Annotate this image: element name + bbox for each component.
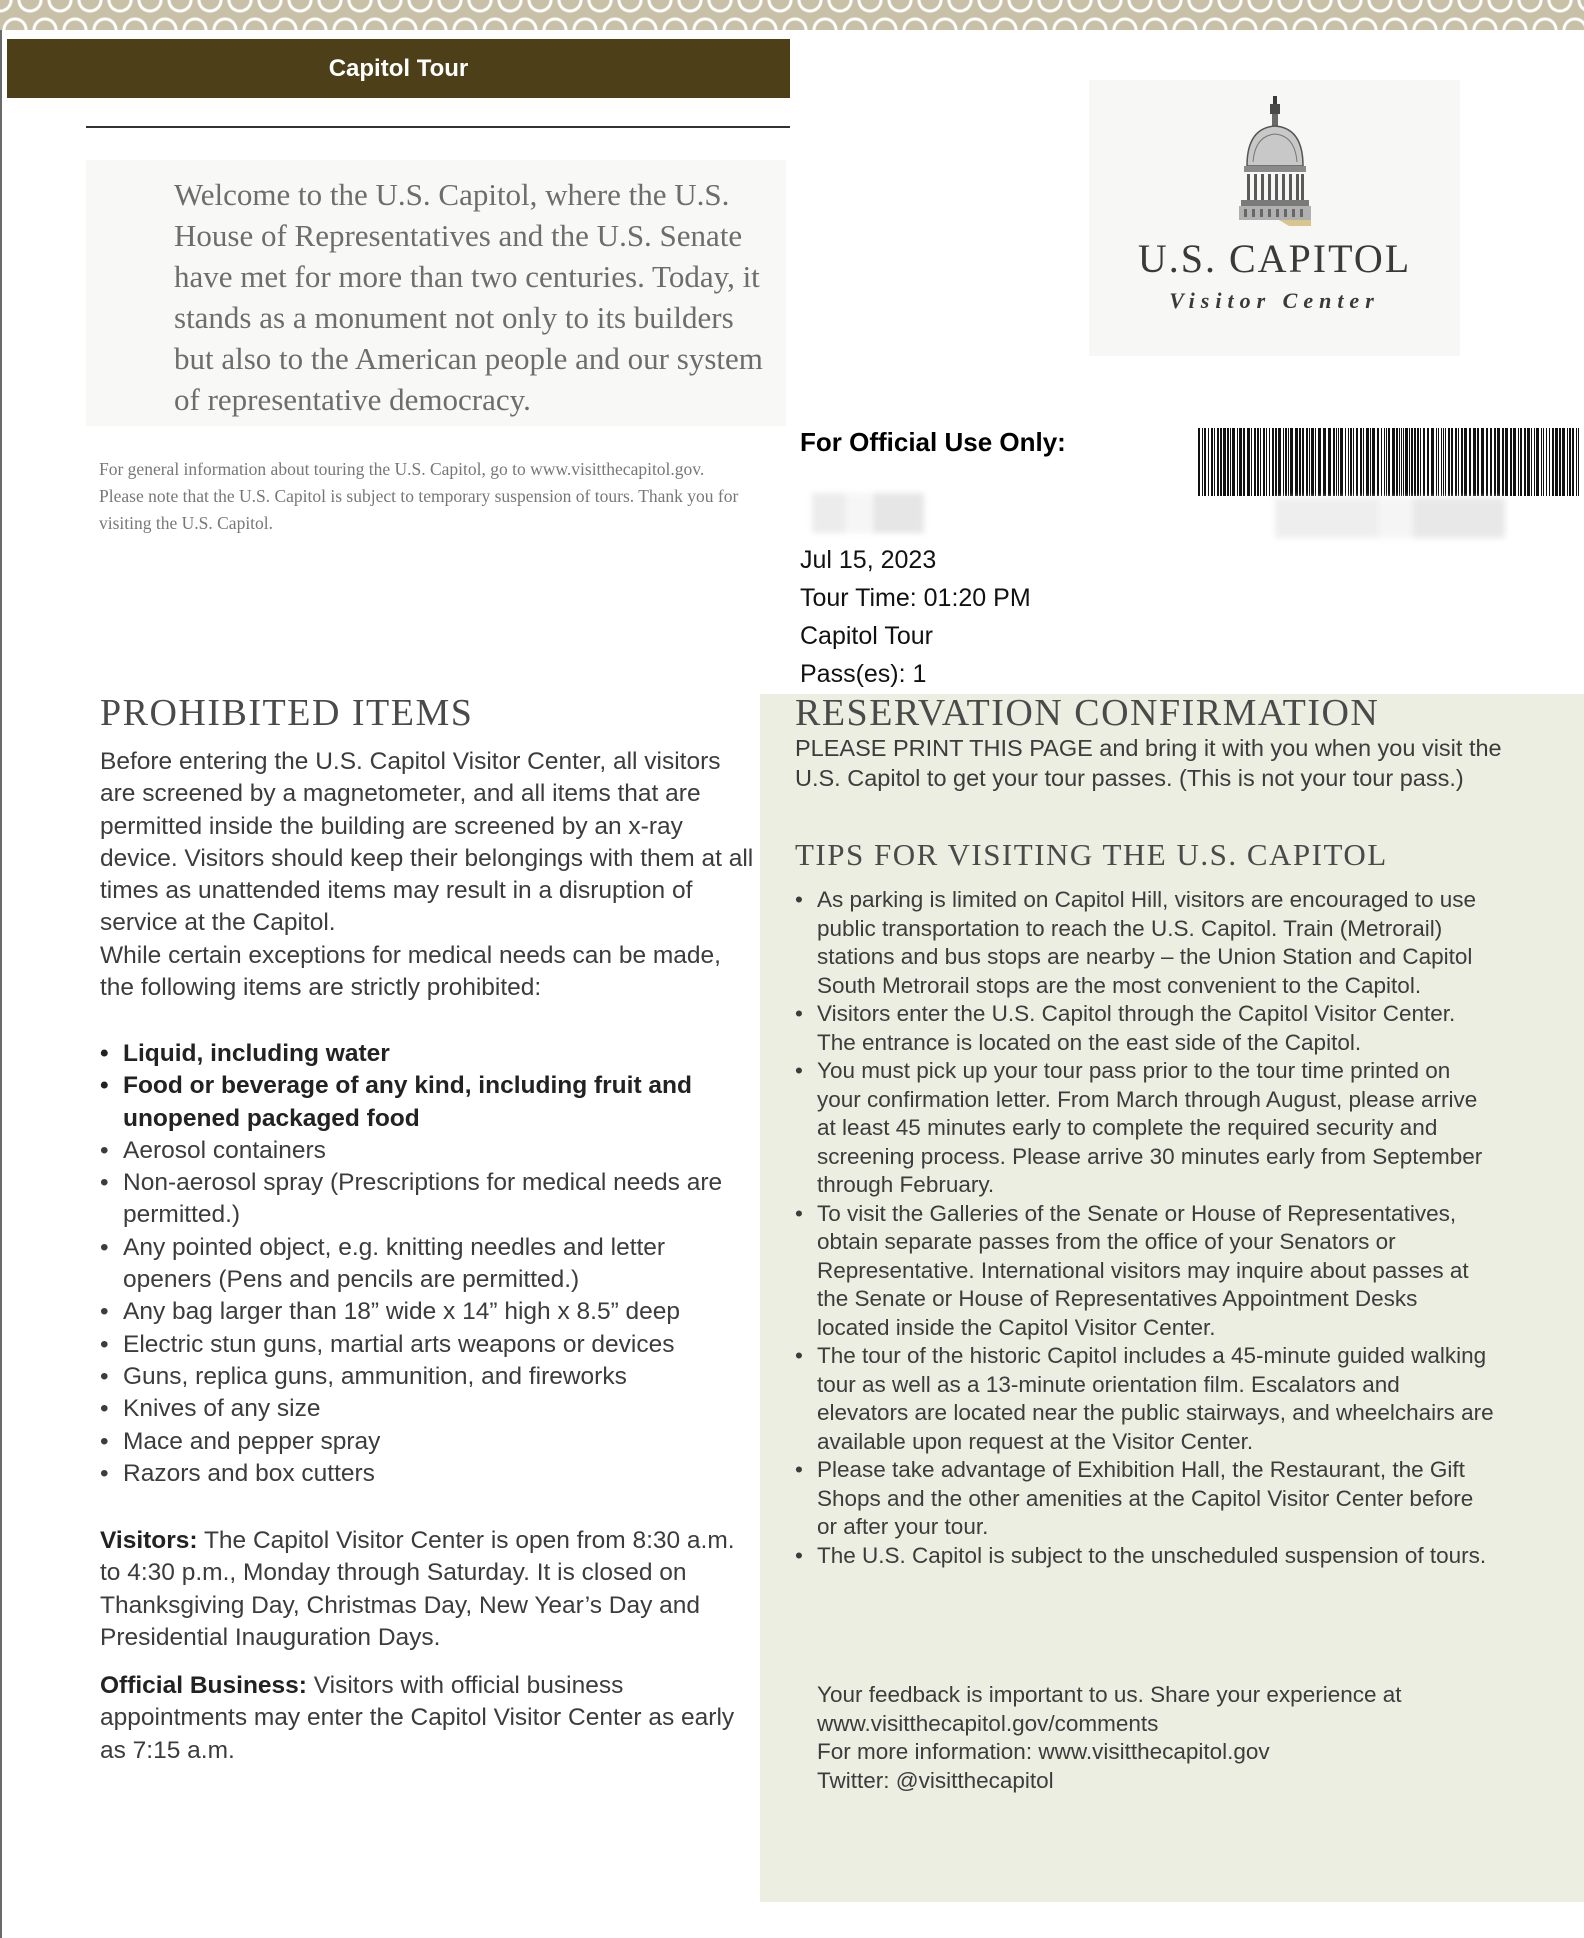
barcode-bar [1520,428,1522,496]
barcode-bar [1541,428,1542,496]
barcode-bar [1290,428,1293,496]
prohibited-intro-2: While certain exceptions for medical needs can be made, the following items are strictly prohibited: [100,941,721,1002]
list-item: • Please take advantage of Exhibition Hall, the Restaurant, the Gift Shops and the other amenities at the Capitol Visitor Center before or after your tour. [795,1456,1495,1542]
barcode-bar [1309,428,1310,496]
barcode-bar [1445,428,1446,496]
barcode-bar [1272,428,1274,496]
barcode-bar [1572,428,1574,496]
barcode-bar [1513,428,1516,496]
barcode-bar [1243,428,1245,496]
tour-time: Tour Time: 01:20 PM [800,584,1031,612]
barcode-bar [1531,428,1532,496]
barcode-bar [1257,428,1259,496]
barcode-bar [1372,428,1375,496]
barcode-bar [1524,428,1526,496]
barcode-bar [1208,428,1209,496]
barcode-bar [1405,428,1408,496]
list-item: • Electric stun guns, martial arts weapons or devices [100,1329,760,1361]
barcode-bar [1448,428,1450,496]
barcode-bar [1481,428,1484,496]
barcode-bar [1348,428,1349,496]
barcode-bar [1333,428,1335,496]
barcode-bar [1559,428,1561,496]
barcode-bar [1302,428,1304,496]
barcode-bar [1198,428,1200,496]
tips-heading: TIPS FOR VISITING THE U.S. CAPITOL [795,837,1388,872]
barcode-bar [1473,428,1476,496]
barcode-bar [1356,428,1358,496]
barcode-bar [1295,428,1298,496]
barcode-bar [1328,428,1331,496]
barcode-bar [1562,428,1565,496]
barcode-bar [1527,428,1530,496]
barcode-bar [1278,428,1281,496]
business-label: Official Business: [100,1672,307,1699]
barcode-bar [1436,428,1437,496]
barcode-bar [1306,428,1308,496]
barcode-bar [1285,428,1287,496]
barcode-bar [1336,428,1337,496]
barcode-bar [1543,428,1544,496]
prohibited-intro [100,746,760,1004]
barcode-bar [1576,428,1577,496]
general-info-text: For general information about touring the U.S. Capitol, go to www.visitthecapitol.gov. Please note that the U.S. Capitol is subject to temporary suspension of tours. Thank you for visiting the U.S. Capitol. [99,459,739,533]
barcode-bar [1431,428,1434,496]
barcode-bar [1217,428,1219,496]
pass-count: Pass(es): 1 [800,660,927,688]
barcode-bar [1220,428,1222,496]
barcode-bar [1502,428,1504,496]
list-item: • Any bag larger than 18” wide x 14” high x 8.5” deep [100,1296,760,1328]
barcode-bar [1461,428,1463,496]
barcode-bar [1350,428,1352,496]
barcode-bar [1486,428,1488,496]
barcode-bar [1384,428,1385,496]
list-item: • The tour of the historic Capitol includes a 45-minute guided walking tour as well as a 13-minute orientation film. Escalators and elevators are located near the public stairways, and wheelchairs are available upon request at the Visitor Center. [795,1342,1495,1456]
prohibited-list [100,1038,760,1490]
visitors-label: Visitors: [100,1527,198,1554]
barcode-bar [1363,428,1364,496]
logo-subtitle: Visitor Center [1169,288,1380,313]
barcode [1198,428,1582,496]
list-item: • Visitors enter the U.S. Capitol through the Capitol Visitor Center. The entrance is located on the east side of the Capitol. [795,1000,1495,1057]
redacted-field [1275,498,1505,538]
barcode-bar [1232,428,1235,496]
list-item: • Knives of any size [100,1393,760,1425]
barcode-bar [1401,428,1402,496]
barcode-bar [1323,428,1326,496]
print-note: PLEASE PRINT THIS PAGE and bring it with you when you visit the U.S. Capitol to get your tour passes. (This is not your tour pass.) [795,735,1502,791]
barcode-bar [1505,428,1508,496]
barcode-bar [1578,428,1579,496]
list-item: • As parking is limited on Capitol Hill, visitors are encouraged to use public transportation to reach the U.S. Capitol. Train (Metrorail) stations and bus stops are nearby – the Union Station and Capitol South Metrorail stops are the most convenient to the Capitol. [795,886,1495,1000]
barcode-bar [1288,428,1289,496]
barcode-bar [1423,428,1425,496]
barcode-bar [1345,428,1346,496]
reservation-details [800,541,1031,693]
barcode-bar [1555,428,1558,496]
barcode-bar [1403,428,1404,496]
barcode-bar [1353,428,1354,496]
tour-date: Jul 15, 2023 [800,546,937,574]
closing-info [817,1681,1507,1795]
barcode-bar [1340,428,1343,496]
list-item: • Any pointed object, e.g. knitting needles and letter openers (Pens and pencils are permitted.) [100,1232,760,1297]
barcode-bar [1549,428,1550,496]
barcode-bar [1490,428,1492,496]
barcode-bar [1263,428,1265,496]
list-item: • Liquid, including water [100,1038,760,1070]
barcode-bar [1251,428,1252,496]
more-info-text: For more information: www.visitthecapitol.gov [817,1739,1270,1764]
barcode-bar [1360,428,1362,496]
redacted-field [812,493,924,533]
reservation-confirmation-heading: RESERVATION CONFIRMATION [795,692,1380,734]
barcode-bar [1247,428,1250,496]
list-item: • Food or beverage of any kind, including fruit and unopened packaged food [100,1070,760,1135]
barcode-bar [1211,428,1213,496]
barcode-bar [1420,428,1421,496]
page-title: Capitol Tour [328,54,469,82]
tips-list [795,886,1495,1570]
barcode-bar [1202,428,1203,496]
barcode-bar [1411,428,1413,496]
barcode-bar [1451,428,1453,496]
barcode-bar [1227,428,1229,496]
barcode-bar [1438,428,1439,496]
barcode-bar [1315,428,1316,496]
visitors-hours [100,1525,760,1654]
barcode-bar [1396,428,1398,496]
barcode-bar [1254,428,1256,496]
barcode-bar [1239,428,1242,496]
barcode-bar [1204,428,1206,496]
barcode-bar [1494,428,1496,496]
barcode-bar [1546,428,1547,496]
barcode-bar [1318,428,1321,496]
barcode-bar [1283,428,1284,496]
barcode-bar [1223,428,1226,496]
page-title-bar [7,39,790,98]
welcome-text: Welcome to the U.S. Capitol, where the U.S. House of Representatives and the U.S. Senate have met for more than two centuries. Today, it stands as a monument not only to its builders but also to the American people and our system of representative democracy. [174,177,763,417]
barcode-bar [1275,428,1277,496]
decorative-pattern-band [0,0,1584,30]
capitol-dome-icon [1239,96,1311,226]
barcode-bar [1366,428,1369,496]
feedback-text: Your feedback is important to us. Share your experience at [817,1682,1402,1707]
barcode-bar [1338,428,1339,496]
business-text: Visitors with official business appointments may enter the Capitol Visitor Center as early as 7:15 a.m. [100,1672,735,1764]
barcode-bar [1469,428,1471,496]
prohibited-intro-1: Before entering the U.S. Capitol Visitor Center, all visitors are screened by a magnetometer, and all items that are permitted inside the building are screened by an x-ray device. Visitors should keep their belongings with them at all times as unattended items may result in a disruption of service at the Capitol. [100,748,754,937]
visitors-text: The Capitol Visitor Center is open from 8:30 a.m. to 4:30 p.m., Monday through Saturday. It is closed on Thanksgiving Day, Christmas Day, New Year’s Day and Presidential Inauguration Days. [100,1527,735,1651]
barcode-bar [1388,428,1390,496]
barcode-bar [1260,428,1261,496]
barcode-bar [1414,428,1416,496]
barcode-bar [1458,428,1459,496]
list-item: • To visit the Galleries of the Senate or House of Representatives, obtain separate passes from the office of your Senators or Representative. International visitors may inquire about passes at the Senate or House of Representatives Appointment Desks located inside the Capitol Visitor Center. [795,1200,1495,1343]
list-item: • Razors and box cutters [100,1458,760,1490]
logo-name: U.S. CAPITOL [1137,236,1412,281]
page-left-border [0,0,2,1938]
barcode-bar [1518,428,1519,496]
barcode-bar [1409,428,1410,496]
list-item: • Mace and pepper spray [100,1426,760,1458]
barcode-bar [1534,428,1535,496]
twitter-handle: Twitter: @visitthecapitol [817,1767,1054,1793]
official-business [100,1670,760,1767]
prohibited-items-heading: PROHIBITED ITEMS [100,692,474,734]
barcode-bar [1536,428,1539,496]
barcode-bar [1443,428,1444,496]
list-item: • Non-aerosol spray (Prescriptions for medical needs are permitted.) [100,1167,760,1232]
barcode-bar [1455,428,1457,496]
barcode-bar [1567,428,1568,496]
tour-name: Capitol Tour [800,622,933,650]
title-divider [86,126,790,128]
barcode-bar [1417,428,1419,496]
barcode-bar [1464,428,1467,496]
barcode-bar [1269,428,1270,496]
list-item: • The U.S. Capitol is subject to the unscheduled suspension of tours. [795,1542,1495,1571]
barcode-bar [1392,428,1395,496]
barcode-bar [1214,428,1215,496]
barcode-bar [1497,428,1500,496]
capitol-logo [1089,80,1460,356]
welcome-box [86,160,786,426]
list-item: • Aerosol containers [100,1135,760,1167]
barcode-bar [1386,428,1387,496]
barcode-bar [1370,428,1371,496]
barcode-bar [1377,428,1379,496]
list-item: • You must pick up your tour pass prior to the tour time printed on your confirmation letter. From March through August, please arrive at least 45 minutes early to complete the required security and screening process. Please arrive 30 minutes early from September through February. [795,1057,1495,1200]
barcode-bar [1477,428,1479,496]
barcode-bar [1381,428,1382,496]
barcode-bar [1311,428,1314,496]
barcode-bar [1266,428,1267,496]
official-use-label: For Official Use Only: [800,427,1066,457]
barcode-bar [1569,428,1571,496]
barcode-bar [1427,428,1429,496]
list-item: • Guns, replica guns, ammunition, and fireworks [100,1361,760,1393]
barcode-bar [1441,428,1442,496]
barcode-bar [1552,428,1554,496]
barcode-bar [1230,428,1231,496]
barcode-bar [1299,428,1301,496]
barcode-bar [1510,428,1512,496]
barcode-bar [1399,428,1400,496]
barcode-bar [1237,428,1238,496]
feedback-link[interactable]: www.visitthecapitol.gov/comments [817,1710,1159,1736]
